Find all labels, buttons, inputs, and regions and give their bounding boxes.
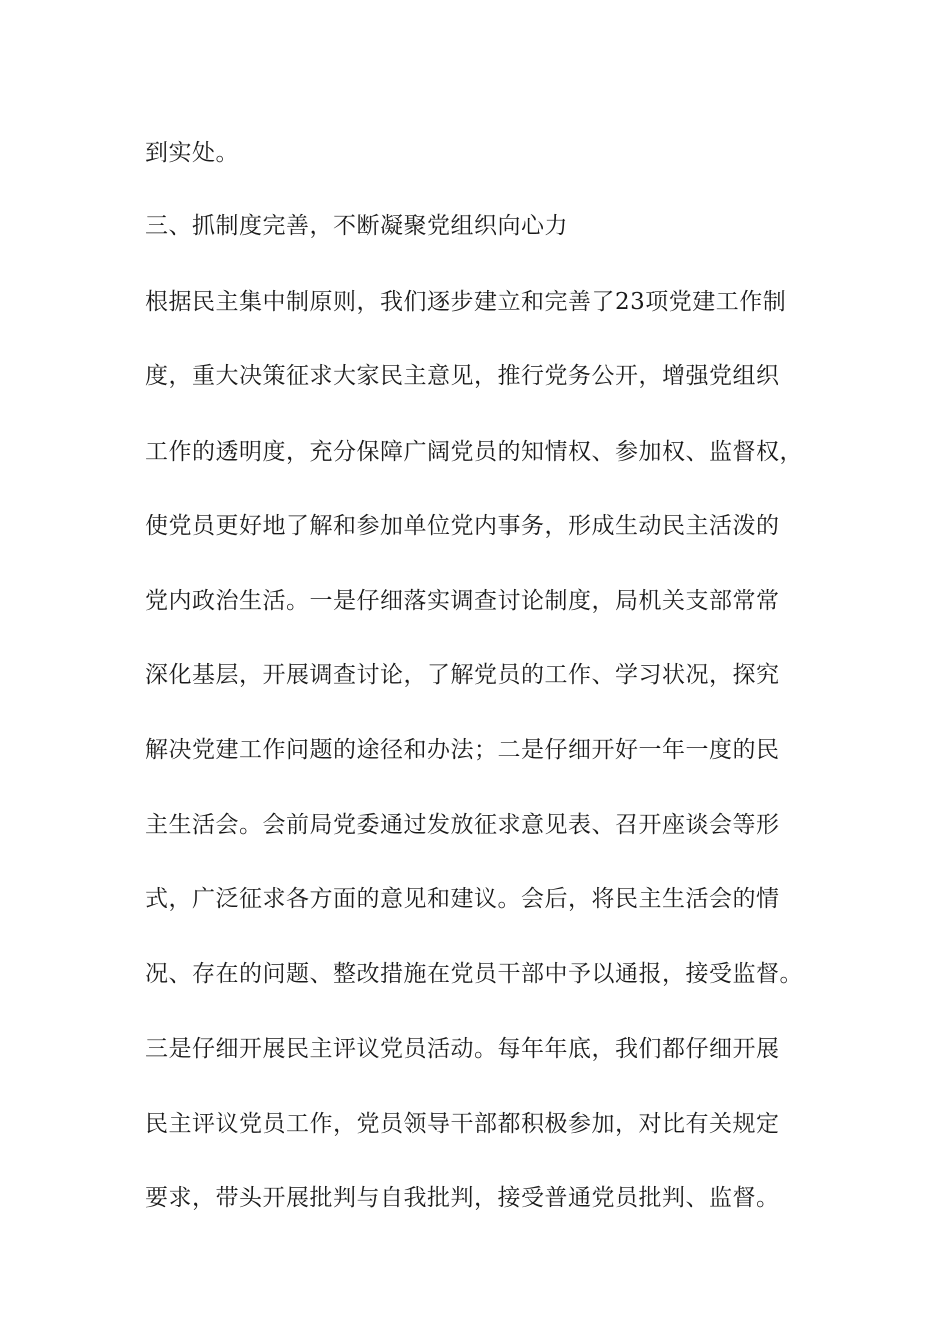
text-line: 要求，带头开展批判与自我批判，接受普通党员批判、监督。 — [145, 1185, 780, 1211]
text-line: 使党员更好地了解和参加单位党内事务，形成生动民主活泼的 — [145, 513, 780, 539]
text-line: 况、存在的问题、整改措施在党员干部中予以通报，接受监督。 — [145, 961, 803, 987]
text-line: 到实处。 — [145, 140, 239, 166]
text-line: 党内政治生活。一是仔细落实调查讨论制度，局机关支部常常 — [145, 588, 780, 614]
text-line: 根据民主集中制原则，我们逐步建立和完善了23项党建工作制 — [145, 289, 787, 315]
text-line: 三是仔细开展民主评议党员活动。每年年底，我们都仔细开展 — [145, 1036, 780, 1062]
text-line: 工作的透明度，充分保障广阔党员的知情权、参加权、监督权， — [145, 439, 803, 465]
text-line: 式，广泛征求各方面的意见和建议。会后，将民主生活会的情 — [145, 886, 780, 912]
text-line: 民主评议党员工作，党员领导干部都积极参加，对比有关规定 — [145, 1111, 780, 1137]
text-line: 解决党建工作问题的途径和办法；二是仔细开好一年一度的民 — [145, 737, 780, 763]
text-line: 深化基层，开展调查讨论，了解党员的工作、学习状况，探究 — [145, 662, 780, 688]
text-line: 主生活会。会前局党委通过发放征求意见表、召开座谈会等形 — [145, 812, 780, 838]
section-heading: 三、抓制度完善，不断凝聚党组织向心力 — [145, 213, 568, 239]
text-line: 度，重大决策征求大家民主意见，推行党务公开，增强党组织 — [145, 363, 780, 389]
